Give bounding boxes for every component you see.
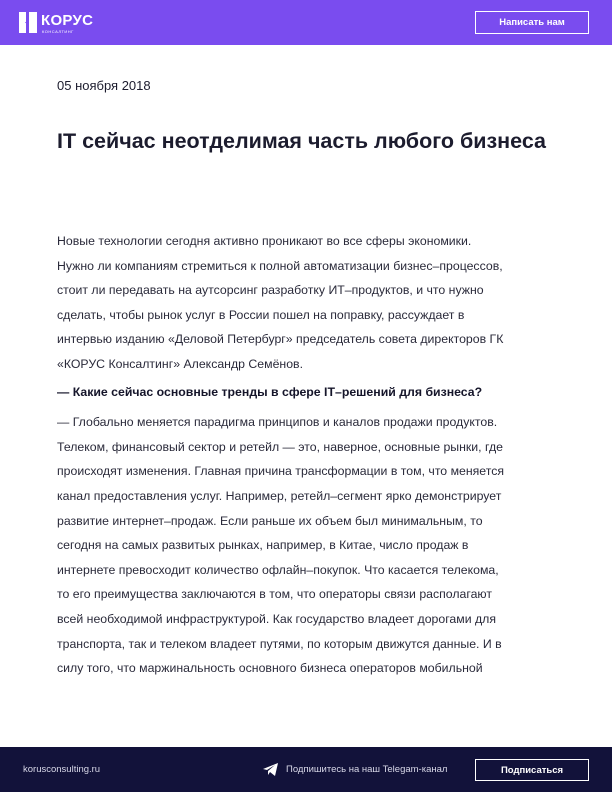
text-line: всей необходимой инфраструктурой. Как государство владеет дорогами для	[57, 611, 497, 626]
article-date: 05 ноября 2018	[57, 78, 151, 93]
telegram-icon[interactable]	[263, 763, 278, 776]
site-footer	[0, 747, 612, 792]
text-line: — Глобально меняется парадигма принципов и каналов продажи продуктов.	[57, 415, 498, 430]
korus-logo-icon[interactable]	[19, 12, 37, 33]
text-line: сегодня на самых развитых рынках, например, в Китае, число продаж в	[57, 538, 469, 553]
text-line: «КОРУС Консалтинг» Александр Семёнов.	[57, 356, 303, 371]
telegram-link[interactable]: Подпишитесь на наш Telegam-канал	[286, 764, 448, 775]
text-line: Нужно ли компаниям стремиться к полной автоматизации бизнес–процессов,	[57, 258, 503, 273]
text-line: сделать, чтобы рынок услуг в России пошел на поправку, рассуждает в	[57, 307, 465, 322]
article-body	[57, 229, 567, 681]
answer-paragraph	[57, 410, 567, 681]
text-line: интернете превосходит количество офлайн–покупок. Что касается телекома,	[57, 562, 499, 577]
text-line: интервью изданию «Деловой Петербург» председатель совета директоров ГК	[57, 332, 504, 347]
intro-paragraph	[57, 229, 567, 377]
text-line: стоит ли передавать на аутсорсинг разработку ИТ–продуктов, и что нужно	[57, 283, 484, 298]
article-title: IT сейчас неотделимая часть любого бизнеса	[57, 129, 547, 153]
brand-subtitle: КОНСАЛТИНГ	[42, 29, 74, 34]
site-header	[0, 0, 612, 45]
text-line: то его преимущества заключаются в том, что операторы связи располагают	[57, 587, 493, 602]
text-line: силу того, что маржинальность основного бизнеса операторов мобильной	[57, 661, 483, 676]
site-link[interactable]: korusconsulting.ru	[23, 764, 101, 775]
text-line: транспорта, так и телеком владеет путями, по которым движутся данные. И в	[57, 636, 502, 651]
contact-us-button[interactable]: Написать нам	[475, 11, 589, 34]
interview-question: — Какие сейчас основные тренды в сфере IT–решений для бизнеса?	[57, 384, 483, 399]
text-line: происходят изменения. Главная причина трансформации в том, что меняется	[57, 464, 505, 479]
text-line: канал предоставления услуг. Например, ретейл–сегмент ярко демонстрирует	[57, 488, 502, 503]
text-line: развитие интернет–продаж. Если раньше их объем был минимальным, то	[57, 513, 483, 528]
subscribe-button[interactable]: Подписаться	[475, 759, 589, 781]
brand-name[interactable]: КОРУС	[41, 12, 94, 29]
text-line: Новые технологии сегодня активно проникают во все сферы экономики.	[57, 234, 472, 248]
text-line: Телеком, финансовый сектор и ретейл — это, наверное, основные рынки, где	[57, 439, 503, 454]
